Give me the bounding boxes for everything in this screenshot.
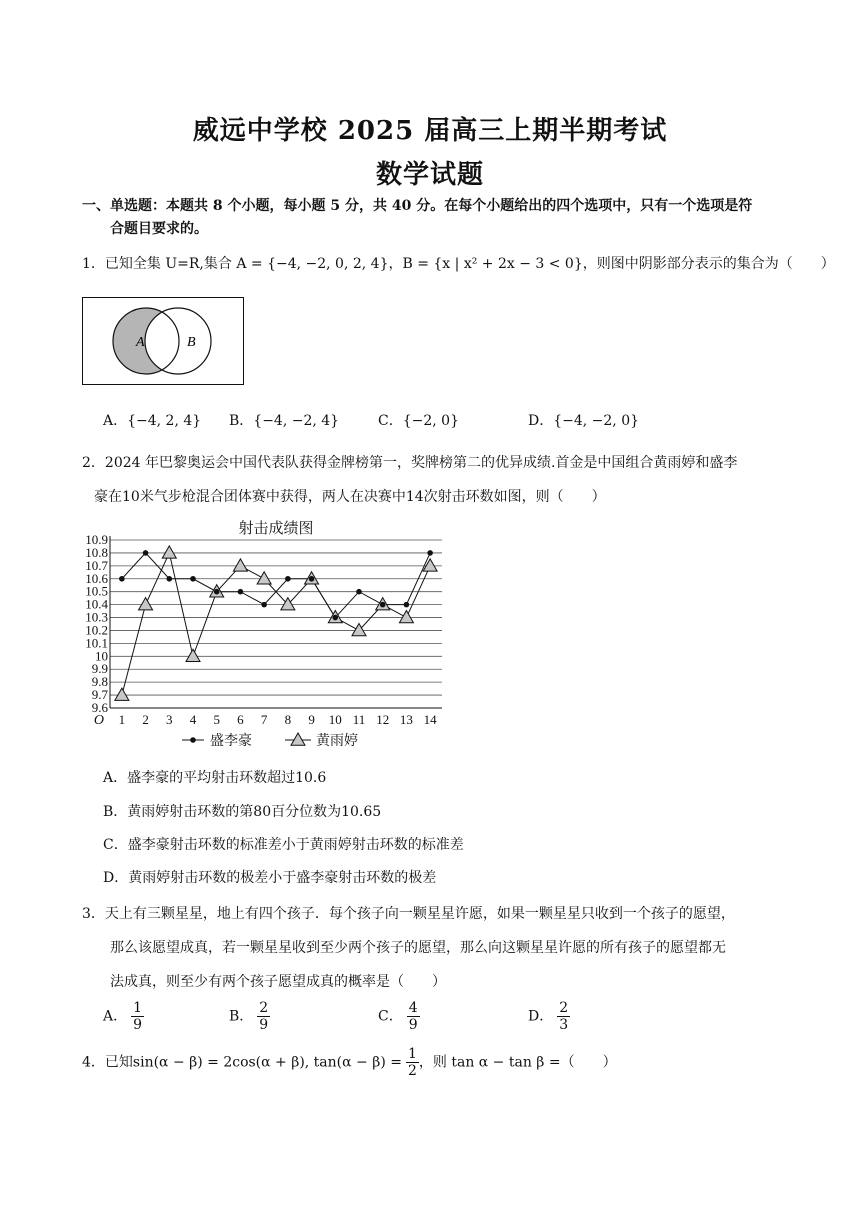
point-sheng [119, 576, 125, 582]
point-sheng [285, 576, 291, 582]
q3-option-d: D． $\frac{2}{3}$ [528, 1000, 569, 1033]
point-sheng [356, 589, 362, 595]
y-tick-label: 10.7 [85, 557, 108, 573]
point-huang [233, 559, 247, 571]
legend-marker-sheng [190, 737, 196, 743]
section-heading-line2: 合题目要求的。 [110, 221, 208, 237]
exam-title: 威远中学校 2025 届高三上期半期考试 [192, 116, 668, 146]
y-tick-label: 9.7 [91, 687, 108, 703]
point-sheng [214, 589, 220, 595]
x-tick-label: 14 [423, 712, 437, 727]
point-sheng [427, 550, 433, 556]
x-tick-label: 6 [237, 712, 244, 727]
venn-diagram [82, 297, 244, 385]
x-tick-label: 11 [352, 712, 366, 727]
chart-title: 射击成绩图 [238, 521, 314, 537]
x-tick-label: 2 [142, 712, 149, 727]
point-huang [399, 611, 413, 623]
venn-label-a: A [136, 335, 145, 350]
q1-option-b: B．{−4, −2, 4} [229, 413, 340, 429]
q2-option-a: A．盛李豪的平均射击环数超过10.6 [103, 770, 327, 786]
legend-label-sheng: 盛李豪 [210, 734, 252, 749]
q1-option-c: C．{−2, 0} [378, 413, 459, 429]
y-tick-label: 10.3 [85, 609, 108, 625]
q1-option-a: A．{−4, 2, 4} [103, 413, 202, 429]
q3-stem-line2: 那么该愿望成真，若一颗星星收到至少两个孩子的愿望，那么向这颗星星许愿的所有孩子的愿望都无 [110, 940, 726, 956]
point-huang [423, 559, 437, 571]
y-tick-label: 10.8 [85, 544, 108, 560]
x-tick-label: 1 [118, 712, 126, 727]
q2-option-b: B．黄雨婷射击环数的第80百分位数为10.65 [103, 804, 382, 820]
y-tick-label: 10.9 [85, 532, 108, 547]
q2-option-c: C．盛李豪射击环数的标准差小于黄雨婷射击环数的标准差 [103, 837, 464, 853]
y-tick-label: 9.9 [91, 661, 108, 677]
q4-stem: 4．已知sin(α − β) = 2cos(α + β), tan(α − β) = $\frac{1}{2}$ ，则 tan α − tan β =（ ） [82, 1046, 617, 1079]
y-tick-label: 10.4 [85, 596, 108, 612]
x-tick-label: 4 [189, 712, 197, 727]
x-tick-label: 13 [399, 712, 413, 727]
y-tick-label: 9.8 [91, 674, 108, 690]
legend-marker-huang [291, 733, 305, 745]
point-huang [139, 598, 153, 610]
origin-label: O [93, 713, 104, 728]
point-sheng [261, 602, 267, 608]
x-tick-label: 5 [213, 712, 220, 727]
point-huang [162, 546, 176, 558]
y-tick-label: 10.5 [85, 583, 108, 599]
point-huang [186, 649, 200, 661]
q2-stem-line2: 豪在10米气步枪混合团体赛中获得，两人在决赛中14次射击环数如图，则（ ） [94, 489, 606, 505]
section-heading-line1: 一、单选题：本题共 8 个小题，每小题 5 分，共 40 分。在每个小题给出的四个选项中，只有一个选项是符 [82, 198, 753, 214]
x-tick-label: 9 [308, 712, 315, 727]
point-huang [115, 688, 129, 700]
q1-stem: 1．已知全集 U=R,集合 A = {−4, −2, 0, 2, 4}，B = {x | x² + 2x − 3 < 0}，则图中阴影部分表示的集合为（ ） [82, 256, 835, 272]
x-tick-label: 8 [284, 712, 292, 727]
point-sheng [143, 550, 149, 556]
y-tick-label: 10 [95, 648, 108, 664]
point-sheng [190, 576, 196, 582]
y-tick-label: 10.1 [85, 635, 108, 651]
q2-option-d: D．黄雨婷射击环数的极差小于盛李豪射击环数的极差 [103, 870, 437, 886]
q1-option-d: D．{−4, −2, 0} [528, 413, 640, 429]
x-tick-label: 12 [376, 712, 390, 727]
point-sheng [238, 589, 244, 595]
shooting-chart [70, 518, 470, 758]
point-sheng [332, 615, 338, 621]
x-tick-label: 3 [166, 712, 173, 727]
point-sheng [309, 576, 315, 582]
y-tick-label: 10.2 [85, 622, 108, 638]
q3-stem-line3: 法成真，则至少有两个孩子愿望成真的概率是（ ） [110, 974, 446, 990]
point-sheng [380, 602, 386, 608]
y-tick-label: 10.6 [85, 570, 108, 586]
q3-option-a: A． $\frac{1}{9}$ [103, 1000, 143, 1033]
point-sheng [404, 602, 410, 608]
point-sheng [166, 576, 172, 582]
x-tick-label: 7 [260, 712, 268, 727]
q3-option-c: C． $\frac{4}{9}$ [378, 1000, 418, 1033]
legend-label-huang: 黄雨婷 [316, 734, 358, 749]
q3-option-b: B． $\frac{2}{9}$ [229, 1000, 269, 1033]
series-line-huang [122, 553, 430, 695]
y-tick-label: 9.6 [91, 700, 108, 715]
q3-stem-line1: 3．天上有三颗星星，地上有四个孩子．每个孩子向一颗星星许愿，如果一颗星星只收到一个孩子的愿望， [82, 906, 735, 922]
exam-subtitle: 数学试题 [375, 160, 484, 190]
venn-label-b: B [187, 335, 196, 350]
q2-stem-line1: 2．2024 年巴黎奥运会中国代表队获得金牌榜第一，奖牌榜第二的优异成绩.首金是中国组合黄雨婷和盛李 [82, 455, 738, 471]
x-tick-label: 10 [328, 712, 342, 727]
point-huang [257, 572, 271, 584]
